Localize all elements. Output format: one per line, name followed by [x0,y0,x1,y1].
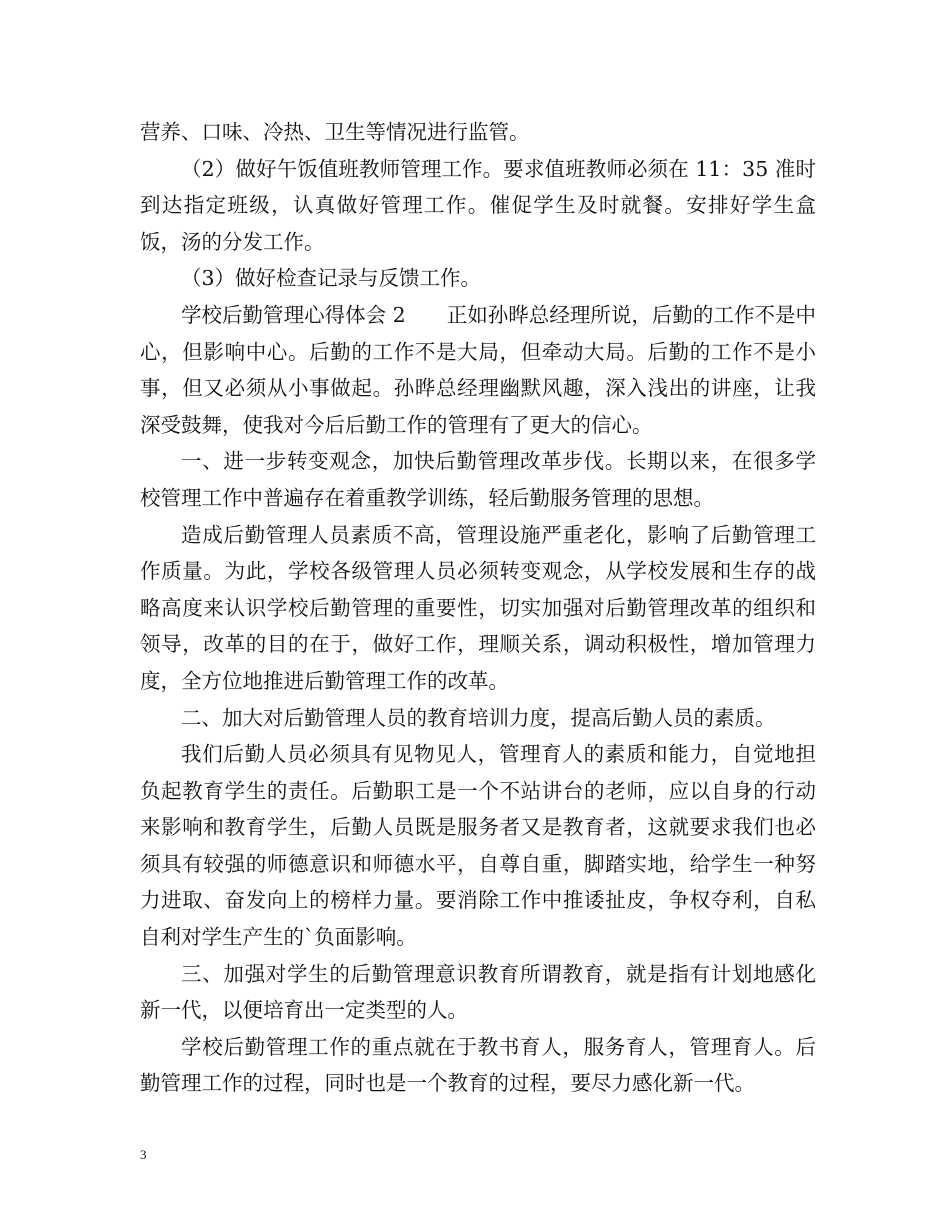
paragraph-experience-2: 学校后勤管理心得体会 2 正如孙晔总经理所说，后勤的工作不是中心，但影响中心。后勤的工作不是大局，但牵动大局。后勤的工作不是小事，但又必须从小事做起。孙晔总经理幽默风趣，深入浅出的讲座，让我深受鼓舞，使我对今后后勤工作的管理有了更大的信心。 [140,302,816,437]
paragraph-lunch-duty: （2）做好午饭值班教师管理工作。要求值班教师必须在 11：35 准时到达指定班级，认真做好管理工作。催促学生及时就餐。安排好学生盒饭，汤的分发工作。 [140,156,816,254]
paragraph-section-three: 三、加强对学生的后勤管理意识教育所谓教育，就是指有计划地感化新一代，以便培育出一定类型的人。 [140,961,816,1023]
paragraph-continuation: 营养、口味、冷热、卫生等情况进行监管。 [140,120,530,144]
page-number: 3 [140,1147,147,1162]
document-body [140,114,816,1102]
paragraph-section-one: 一、进一步转变观念，加快后勤管理改革步伐。长期以来，在很多学校管理工作中普遍存在着重教学训练，轻后勤服务管理的思想。 [140,449,816,510]
paragraph-section-three-body: 学校后勤管理工作的重点就在于教书育人，服务育人，管理育人。后勤管理工作的过程，同时也是一个教育的过程，要尽力感化新一代。 [140,1034,816,1096]
paragraph-section-two-body: 我们后勤人员必须具有见物见人，管理育人的素质和能力，自觉地担负起教育学生的责任。后勤职工是一个不站讲台的老师，应以自身的行动来影响和教育学生，后勤人员既是服务者又是教育者，这就要求我们也必须具有较强的师德意识和师德水平，自尊自重，脚踏实地，给学生一种努力进取、奋发向上的榜样力量。要消除工作中推诿扯皮，争权夺利，自私自利对学生产生的`负面影响。 [140,742,816,950]
paragraph-section-one-body: 造成后勤管理人员素质不高，管理设施严重老化，影响了后勤管理工作质量。为此，学校各级管理人员必须转变观念，从学校发展和生存的战略高度来认识学校后勤管理的重要性，切实加强对后勤管理改革的组织和领导，改革的目的在于，做好工作，理顺关系，调动积极性，增加管理力度，全方位地推进后勤管理工作的改革。 [140,522,816,693]
paragraph-inspection-record: （3）做好检查记录与反馈工作。 [181,266,482,291]
paragraph-section-two: 二、加大对后勤管理人员的教育培训力度，提高后勤人员的素质。 [181,705,776,730]
